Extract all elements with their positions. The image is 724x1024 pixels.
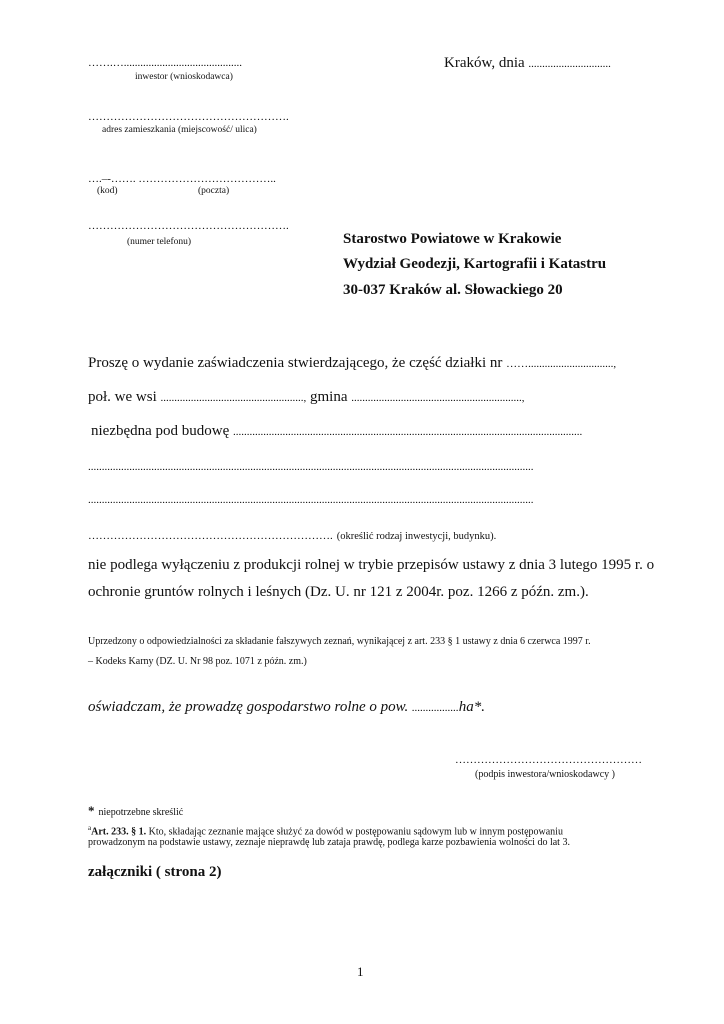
- address-line: ……………………………………………….: [88, 111, 289, 123]
- phone-caption: (numer telefonu): [127, 237, 192, 247]
- recipient-line-3: 30-037 Kraków al. Słowackiego 20: [343, 282, 563, 298]
- city-date-fill: ..............................: [528, 58, 611, 70]
- recipient-line-1: Starostwo Powiatowe w Krakowie: [343, 231, 562, 247]
- signature-caption: (podpis inwestora/wnioskodawcy ): [475, 769, 615, 780]
- purpose-row: [91, 423, 582, 440]
- specify-fill: ………………………………………………………….: [88, 530, 333, 542]
- phone-line: ……………………………………………….: [88, 220, 289, 232]
- blank-line-2: ..................................................................................................................................................................: [88, 494, 534, 506]
- warning-line-1: Uprzedzony o odpowiedzialności za składanie fałszywych zeznań, wynikającej z art. 233 § 1 ustawy z dnia 6 czerwca 1997 r.: [88, 636, 591, 647]
- investor-caption: inwestor (wnioskodawca): [135, 72, 233, 82]
- article-text-1: Kto, składając zeznanie mające służyć za dowód w postępowaniu sądowym lub w innym postępowaniu: [148, 826, 563, 838]
- recipient-line-2: Wydział Geodezji, Kartografii i Katastru: [343, 256, 607, 272]
- village-fill: ....................................................,: [160, 392, 307, 404]
- footnote-asterisk: *: [88, 803, 95, 818]
- paragraph-line-1: nie podlega wyłączeniu z produkcji rolnej w trybie przepisów ustawy z dnia 3 lutego 1995 r. o: [88, 557, 655, 573]
- address-caption: adres zamieszkania (miejscowość/ ulica): [102, 125, 257, 135]
- investor-line: …….…...........................................: [88, 57, 242, 69]
- village-label: poł. we wsi: [88, 389, 157, 405]
- blank-line-1: ..................................................................................................................................................................: [88, 461, 534, 473]
- declaration-text: oświadczam, że prowadzę gospodarstwo rolne o pow.: [88, 699, 409, 715]
- footnote-unused: [88, 802, 183, 820]
- footnote-note: niepotrzebne skreślić: [98, 807, 184, 818]
- article-marker: a: [88, 824, 92, 832]
- specify-row: [88, 526, 496, 544]
- request-text: Proszę o wydanie zaświadczenia stwierdzającego, że część działki nr: [88, 355, 503, 371]
- commune-label: gmina: [310, 389, 348, 405]
- signature-line: ……………………………………………: [455, 754, 642, 766]
- postal-line: ….–-……. ………………………………..: [88, 173, 276, 185]
- city-date-label: Kraków, dnia: [444, 55, 525, 71]
- city-date: [444, 55, 611, 72]
- purpose-fill: ...............................................................................................................................: [233, 426, 583, 438]
- declaration-fill: .................: [412, 702, 459, 714]
- location-row: [88, 389, 525, 406]
- request-row: [88, 355, 616, 372]
- article-line-1: [88, 824, 563, 837]
- post-caption: (poczta): [198, 186, 230, 196]
- attachments-title: załączniki ( strona 2): [88, 864, 222, 880]
- specify-caption: (określić rodzaj inwestycji, budynku).: [336, 531, 497, 542]
- declaration-unit: ha*.: [458, 699, 486, 715]
- declaration-row: [88, 699, 485, 716]
- warning-line-2: – Kodeks Karny (DZ. U. Nr 98 poz. 1071 z późn. zm.): [88, 656, 307, 667]
- request-fill: ……...............................,: [506, 358, 617, 370]
- paragraph-line-2: ochronie gruntów rolnych i leśnych (Dz. U. nr 121 z 2004r. poz. 1266 z późn. zm.).: [88, 584, 589, 600]
- article-ref: Art. 233. § 1.: [91, 826, 147, 838]
- commune-fill: ..............................................................,: [351, 392, 525, 404]
- article-line-2: prowadzonym na podstawie ustawy, zeznaje nieprawdę lub zataja prawdę, podlega karze pozbawienia wolności do lat 3.: [88, 837, 570, 848]
- code-caption: (kod): [97, 186, 118, 196]
- page-number: 1: [357, 964, 364, 979]
- purpose-label: niezbędna pod budowę: [91, 423, 230, 439]
